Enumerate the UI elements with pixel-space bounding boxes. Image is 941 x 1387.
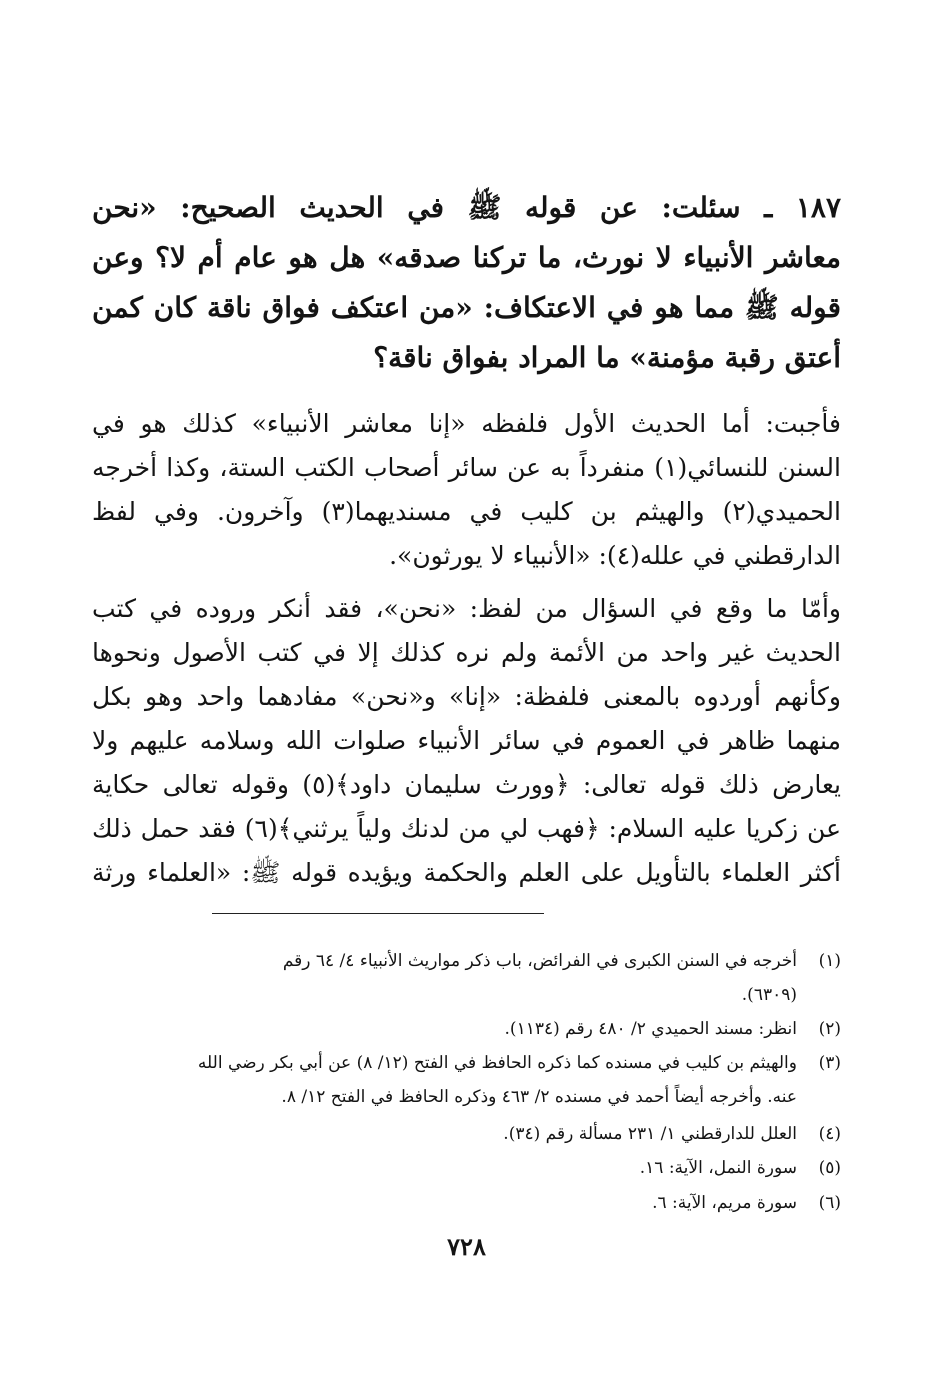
footnote-text: العلل للدارقطني ١/ ٢٣١ مسألة رقم (٣٤). xyxy=(503,1124,797,1144)
answer-line-1: فأجبت: أما الحديث الأول فلفظه «إنا معاشر الأنبياء» كذلك هو في xyxy=(92,409,841,438)
footnote-1 xyxy=(92,944,841,978)
question-line-4: أعتق رقبة مؤمنة» ما المراد بفواق ناقة؟ xyxy=(373,341,841,374)
footnote-4 xyxy=(92,1117,841,1151)
answer-line-4: الدارقطني في علله(٤): «الأنبياء لا يورثون». xyxy=(389,541,841,570)
footnote-number: (٤) xyxy=(818,1124,841,1144)
question-line-3: قوله ﷺ مما هو في الاعتكاف: «من اعتكف فواق ناقة كان كمن xyxy=(92,291,841,324)
footnote-3-continuation xyxy=(92,1080,841,1114)
footnote-separator xyxy=(212,913,544,914)
footnote-number: (١) xyxy=(818,951,841,971)
footnote-text: انظر: مسند الحميدي ٢/ ٤٨٠ رقم (١١٣٤). xyxy=(504,1019,797,1039)
footnote-number: (٢) xyxy=(818,1019,841,1039)
page xyxy=(92,0,841,1387)
answer-line-6: الحديث غير واحد من الأئمة ولم نره كذلك إلا في كتب الأصول ونحوها xyxy=(92,638,841,667)
question-line-1: ١٨٧ ـ سئلت: عن قوله ﷺ في الحديث الصحيح: «نحن xyxy=(92,191,841,224)
page-number: ٧٢٨ xyxy=(447,1232,486,1261)
footnote-number: (٣) xyxy=(818,1053,841,1073)
footnote-text: (٦٣٠٩). xyxy=(741,985,797,1005)
footnote-3 xyxy=(92,1046,841,1080)
footnote-text: والهيثم بن كليب في مسنده كما ذكره الحافظ في الفتح (١٢/ ٨) عن أبي بكر رضي الله xyxy=(197,1053,797,1073)
answer-line-8: منهما ظاهر في العموم في سائر الأنبياء صلوات الله وسلامه عليهم ولا xyxy=(92,726,841,755)
footnote-text: أخرجه في السنن الكبرى في الفرائض، باب ذكر مواريث الأنبياء ٤/ ٦٤ رقم xyxy=(282,951,797,971)
answer-line-7: وكأنهم أوردوه بالمعنى فلفظة: «إنا» و«نحن» مفادهما واحد وهو بكل xyxy=(92,682,841,711)
answer-line-10: عن زكريا عليه السلام: ﴿فهب لي من لدنك ولياً يرثني﴾(٦) فقد حمل ذلك xyxy=(92,814,841,843)
answer-line-11: أكثر العلماء بالتأويل على العلم والحكمة ويؤيده قوله ﷺ: «العلماء ورثة xyxy=(92,858,841,887)
footnote-5 xyxy=(92,1151,841,1185)
footnote-2 xyxy=(92,1012,841,1046)
answer-line-9: يعارض ذلك قوله تعالى: ﴿وورث سليمان داود﴾(٥) وقوله تعالى حكاية xyxy=(92,770,841,799)
footnote-text: عنه. وأخرجه أيضاً أحمد في مسنده ٢/ ٤٦٣ وذكره الحافظ في الفتح ١٢/ ٨. xyxy=(281,1087,797,1107)
footnote-number: (٦) xyxy=(818,1193,841,1213)
question-line-2: معاشر الأنبياء لا نورث، ما تركنا صدقه» هل هو عام أم لا؟ وعن xyxy=(92,241,841,274)
footnote-1-continuation xyxy=(92,978,841,1012)
footnote-text: سورة النمل، الآية: ١٦. xyxy=(639,1158,797,1178)
answer-line-3: الحميدي(٢) والهيثم بن كليب في مسنديهما(٣) وآخرون. وفي لفظ xyxy=(92,497,841,526)
footnote-text: سورة مريم، الآية: ٦. xyxy=(652,1193,797,1213)
footnote-number: (٥) xyxy=(818,1158,841,1178)
answer-line-5: وأمّا ما وقع في السؤال من لفظ: «نحن»، فقد أنكر وروده في كتب xyxy=(92,594,841,623)
answer-line-2: السنن للنسائي(١) منفرداً به عن سائر أصحاب الكتب الستة، وكذا أخرجه xyxy=(92,453,841,482)
footnote-6 xyxy=(92,1186,841,1220)
